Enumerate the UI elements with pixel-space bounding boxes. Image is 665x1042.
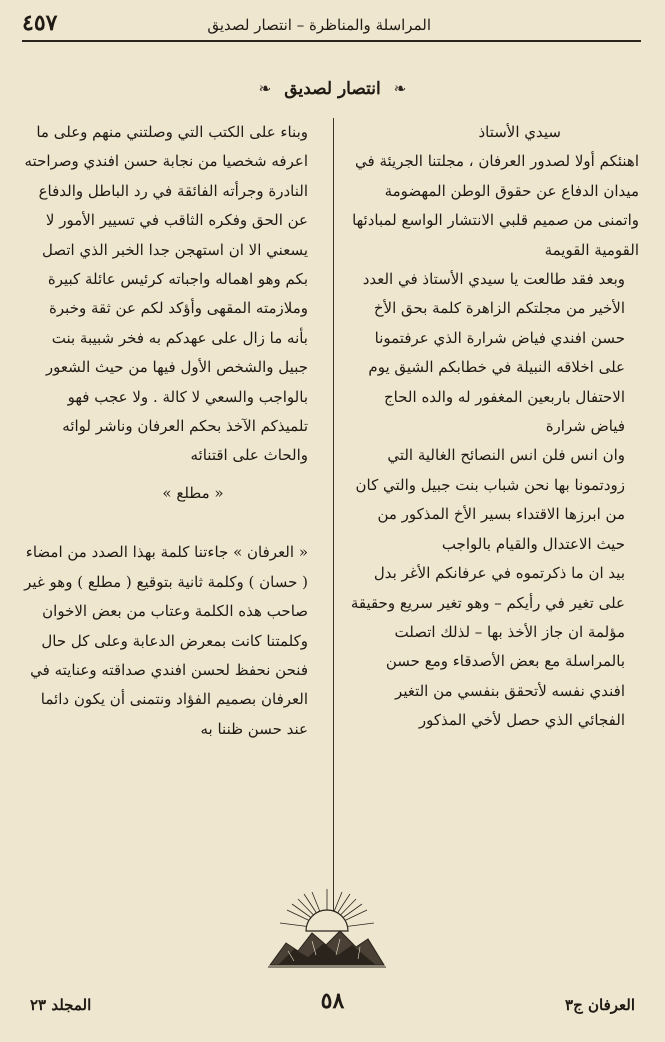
column-divider <box>333 118 334 913</box>
article-title: انتصار لصديق <box>284 78 381 99</box>
page-number: ٤٥٧ <box>22 10 58 36</box>
running-header-title: المراسلة والمناظرة – انتصار لصديق <box>207 16 431 34</box>
article-heading <box>0 78 665 106</box>
ornament-icon: ❧ <box>258 79 272 98</box>
ornament-icon: ❧ <box>393 79 407 98</box>
editor-note: « العرفان » جاءتنا كلمة بهذا الصدد من امضاء ( حسان ) وكلمة ثانية بتوقيع ( مطلع ) وهو غير صاحب هذه الكلمة وعتاب من بعض الاخوان وكلمتنا كانت بمعرض الدعابة وعلى كل حال فنحن نحفظ لحسن افندي صداقته وعنايته في العرفان بصميم الفؤاد ونتمنى أن يكون دائما عند حسن ظننا به <box>24 543 308 738</box>
volume-label: المجلد ٢٣ <box>30 996 92 1014</box>
paragraph: بيد ان ما ذكرتموه في عرفانكم الأغر بدل على تغير في رأيكم – وهو تغير سريع وحقيقة مؤلمة ان جاز الأخذ بها – لذلك اتصلت بالمراسلة مع بعض الأصدقاء ومع حسن افندي نفسه لأتحقق بنفسي من التغير الفجائي الذي حصل لأخي المذكور <box>350 564 625 730</box>
running-header <box>22 10 641 42</box>
footer-page-number: ٥٨ <box>320 988 345 1014</box>
journal-name: العرفان ج٣ <box>565 996 635 1014</box>
page-footer <box>30 988 635 1024</box>
paragraph: وبناء على الكتب التي وصلتني منهم وعلى ما اعرفه شخصيا من نجابة حسن افندي وصراحته النادرة وجرأته الفائقة في رد الباطل والدفاع عن الحق وفكره الثاقب في تسيير الأمور لا يسعني الا ان استهجن جدا الخبر الذي اتصل بكم وهو اهماله واجباته كرئيس عائلة كبيرة وملازمته المقهى وأؤكد لكم عن ثقة وخبرة بأنه ما زال على عهدكم به فخر شبيبة بنت جبيل والشخص الأول فيها من حيث الشعور بالواجب والسعي لا كالة . ولا عجب فهو تلميذكم الآخذ بحكم العرفان وناشر لوائه والحاث على اقتنائه <box>24 123 308 465</box>
right-column <box>349 118 639 736</box>
left-column <box>24 118 322 744</box>
salutation: سيدي الأستاذ <box>478 123 561 141</box>
paragraph: وان انس فلن انس النصائح الغالية التي زودتمونا بها نحن شباب بنت جبيل والتي كان من ابرزها الاقتداء بسير الأخ المذكور من حيث الاعتدال والقيام بالواجب <box>355 446 625 553</box>
sun-mountain-vignette-icon <box>268 885 386 973</box>
paragraph: وبعد فقد طالعت يا سيدي الأستاذ في العدد الأخير من مجلتكم الزاهرة كلمة بحق الأخ حسن افندي فياض شرارة الذي عرفتمونا على اخلاقه النبيلة في خطابكم الشيق يوم الاحتفال باربعين المغفور له والده الحاج فياض شرارة <box>362 270 625 436</box>
paragraph: اهنئكم أولا لصدور العرفان ، مجلتنا الجريئة في ميدان الدفاع عن حقوق الوطن المهضومة واتمنى من صميم قلبي الانتشار الواسع لمبادئها القومية القويمة <box>352 152 639 259</box>
signature: « مطلع » <box>162 483 224 502</box>
